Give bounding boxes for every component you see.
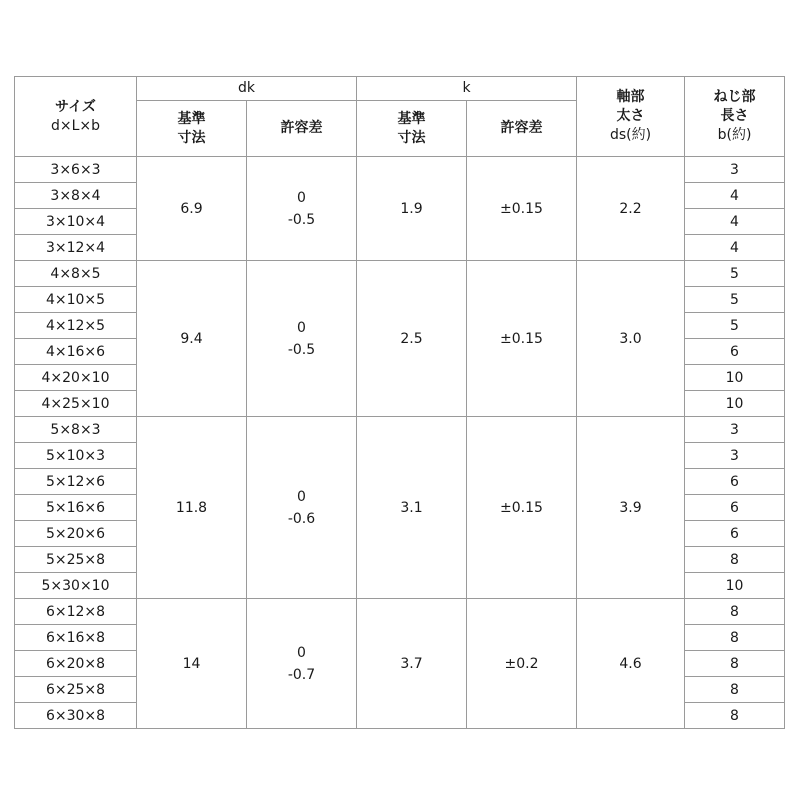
dk-tolerance-cell	[247, 417, 357, 599]
thread-length-cell: 4	[685, 235, 785, 261]
k-tolerance-cell: ±0.2	[467, 599, 577, 729]
thread-length-cell: 8	[685, 677, 785, 703]
thread-length-cell: 10	[685, 365, 785, 391]
thread-length-cell: 8	[685, 625, 785, 651]
thread-length-cell: 8	[685, 703, 785, 729]
dk-base-cell: 11.8	[137, 417, 247, 599]
size-cell: 6×30×8	[15, 703, 137, 729]
thread-length-cell: 8	[685, 599, 785, 625]
size-cell: 6×25×8	[15, 677, 137, 703]
dk-base-cell: 14	[137, 599, 247, 729]
thread-length-cell: 10	[685, 391, 785, 417]
header-k-base-line2: 寸法	[397, 129, 426, 146]
dk-tolerance-lower: -0.5	[287, 211, 316, 228]
header-ds-line1: 軸部	[616, 89, 645, 105]
k-base-cell: 3.7	[357, 599, 467, 729]
thread-length-cell: 6	[685, 469, 785, 495]
thread-length-cell: 5	[685, 261, 785, 287]
header-k-tolerance: 許容差	[467, 101, 577, 157]
k-base-cell: 2.5	[357, 261, 467, 417]
k-base-cell: 1.9	[357, 157, 467, 261]
header-dk-base-line1: 基準	[177, 110, 206, 127]
size-cell: 3×8×4	[15, 183, 137, 209]
header-size	[15, 77, 137, 157]
table-row	[15, 261, 785, 287]
header-k-base-line1: 基準	[397, 110, 426, 127]
k-base-cell: 3.1	[357, 417, 467, 599]
table-row	[15, 157, 785, 183]
size-cell: 6×16×8	[15, 625, 137, 651]
header-k-base	[357, 101, 467, 157]
dk-tolerance-upper: 0	[297, 488, 306, 505]
size-cell: 4×12×5	[15, 313, 137, 339]
k-tolerance-cell: ±0.15	[467, 417, 577, 599]
header-thread-length	[685, 77, 785, 157]
size-cell: 5×10×3	[15, 443, 137, 469]
dk-tolerance-cell	[247, 261, 357, 417]
k-tolerance-cell: ±0.15	[467, 261, 577, 417]
header-b-line1: ねじ部	[713, 89, 756, 105]
header-dk-base	[137, 101, 247, 157]
header-ds-line3: ds(約)	[609, 127, 652, 143]
size-cell: 6×20×8	[15, 651, 137, 677]
header-ds-line2: 太さ	[616, 108, 645, 124]
size-cell: 4×16×6	[15, 339, 137, 365]
thread-length-cell: 5	[685, 287, 785, 313]
header-b-line2: 長さ	[720, 108, 749, 124]
dk-tolerance-upper: 0	[297, 319, 306, 336]
dk-tolerance-cell	[247, 599, 357, 729]
header-size-formula: d×L×b	[50, 117, 101, 134]
header-dk-base-line2: 寸法	[177, 129, 206, 146]
size-cell: 6×12×8	[15, 599, 137, 625]
size-cell: 5×25×8	[15, 547, 137, 573]
size-cell: 5×8×3	[15, 417, 137, 443]
dk-tolerance-lower: -0.6	[287, 510, 316, 527]
thread-length-cell: 10	[685, 573, 785, 599]
size-cell: 5×16×6	[15, 495, 137, 521]
header-k: k	[357, 77, 577, 101]
header-dk: dk	[137, 77, 357, 101]
dk-tolerance-lower: -0.5	[287, 341, 316, 358]
dk-tolerance-upper: 0	[297, 189, 306, 206]
shaft-diameter-cell: 3.9	[577, 417, 685, 599]
thread-length-cell: 3	[685, 157, 785, 183]
thread-length-cell: 4	[685, 183, 785, 209]
size-cell: 5×12×6	[15, 469, 137, 495]
dk-base-cell: 9.4	[137, 261, 247, 417]
table-row	[15, 599, 785, 625]
thread-length-cell: 6	[685, 521, 785, 547]
k-tolerance-cell: ±0.15	[467, 157, 577, 261]
thread-length-cell: 6	[685, 495, 785, 521]
dk-base-cell: 6.9	[137, 157, 247, 261]
size-cell: 4×8×5	[15, 261, 137, 287]
shaft-diameter-cell: 3.0	[577, 261, 685, 417]
spec-table-body	[15, 157, 785, 729]
shaft-diameter-cell: 2.2	[577, 157, 685, 261]
thread-length-cell: 3	[685, 417, 785, 443]
dk-tolerance-upper: 0	[297, 644, 306, 661]
size-cell: 3×10×4	[15, 209, 137, 235]
thread-length-cell: 8	[685, 547, 785, 573]
thread-length-cell: 3	[685, 443, 785, 469]
size-cell: 4×20×10	[15, 365, 137, 391]
thread-length-cell: 8	[685, 651, 785, 677]
dk-tolerance-cell	[247, 157, 357, 261]
screw-spec-table	[14, 76, 785, 729]
header-shaft-diameter	[577, 77, 685, 157]
table-row	[15, 417, 785, 443]
size-cell: 5×30×10	[15, 573, 137, 599]
size-cell: 4×10×5	[15, 287, 137, 313]
header-b-line3: b(約)	[717, 127, 752, 143]
thread-length-cell: 5	[685, 313, 785, 339]
shaft-diameter-cell: 4.6	[577, 599, 685, 729]
header-size-label: サイズ	[55, 98, 96, 115]
size-cell: 3×6×3	[15, 157, 137, 183]
size-cell: 4×25×10	[15, 391, 137, 417]
size-cell: 3×12×4	[15, 235, 137, 261]
size-cell: 5×20×6	[15, 521, 137, 547]
header-dk-tolerance: 許容差	[247, 101, 357, 157]
thread-length-cell: 4	[685, 209, 785, 235]
thread-length-cell: 6	[685, 339, 785, 365]
dk-tolerance-lower: -0.7	[287, 666, 316, 683]
